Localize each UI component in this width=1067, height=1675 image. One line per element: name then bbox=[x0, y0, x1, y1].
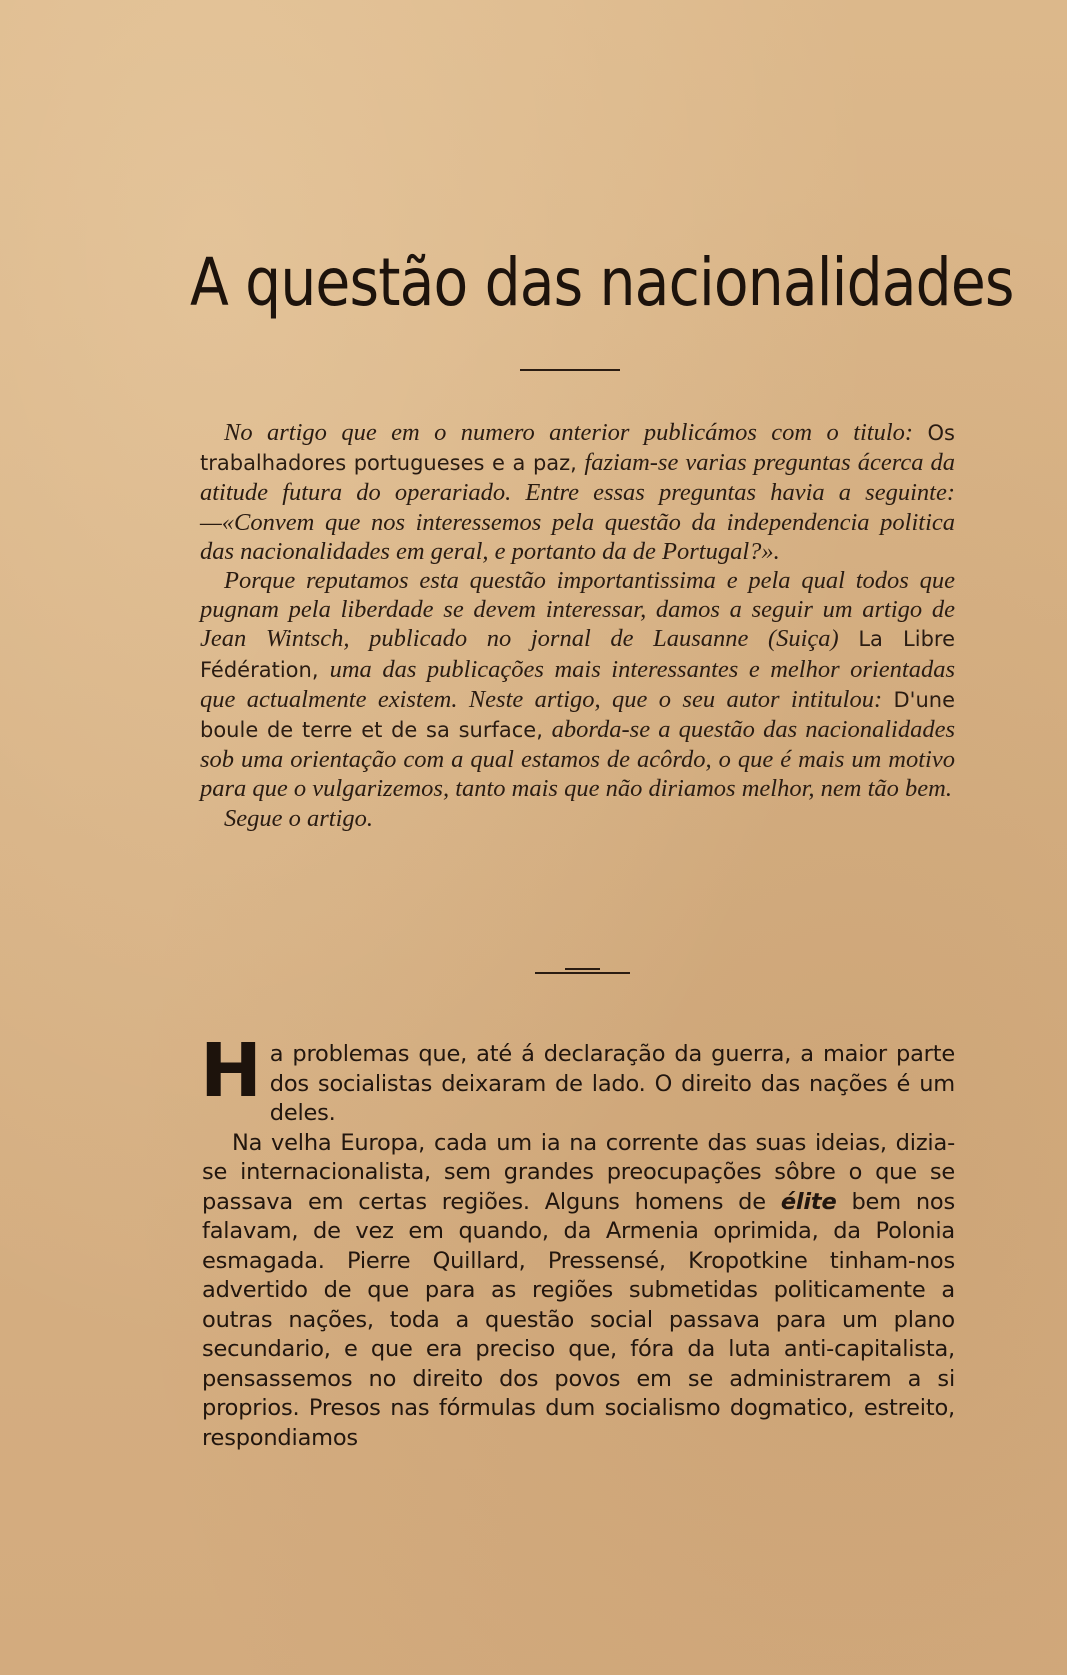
intro-paragraph-3 bbox=[200, 804, 955, 833]
intro-p3-text: Segue o artigo. bbox=[224, 804, 374, 832]
section-ornament bbox=[535, 968, 630, 978]
article-title: A questão das nacionalidades bbox=[190, 244, 1014, 321]
body-p2-text-b: bem nos falavam, de vez em quando, da Armenia oprimida, da Polonia esmagada. Pierre Quillard, Pressensé, Kropotkine tinham-nos advertido de que para as regiões submetidas politicamente a outras nações, toda a questão social passava para um plano secundario, e que era preciso que, fóra da luta anti-capitalista, pensassemos no direito dos povos em se administrarem a si proprios. Presos nas fórmulas dum socialismo dogmatico, estreito, respondiamos bbox=[202, 1188, 956, 1451]
body-paragraph-1 bbox=[200, 1028, 955, 1129]
intro-p2-seg-4: D'une boule de terre et de sa surface, bbox=[200, 687, 955, 743]
intro-p2-seg-1: (Suiça) bbox=[767, 625, 859, 653]
intro-paragraph-1 bbox=[200, 418, 955, 566]
intro-p1-seg-1: Os trabalhadores portugueses e a paz, bbox=[200, 421, 955, 476]
body-paragraph-2 bbox=[202, 1129, 955, 1454]
intro-p2-seg-2: La Libre Fédération, bbox=[200, 627, 956, 682]
editorial-introduction bbox=[200, 418, 955, 833]
title-divider bbox=[520, 369, 620, 371]
intro-p1-seg-2: faziam-se varias preguntas ácerca da atitude futura do operariado. Entre essas preguntas havia a seguinte: —«Convem que nos interessemos pela questão da independencia politica das nacionalidades em geral, e portanto da de Portugal?». bbox=[200, 449, 955, 565]
intro-p2-seg-5: aborda-se a questão das nacionalidades sob uma orientação com a qual estamos de acôrdo, o que é mais um motivo para que o vulgarizemos, tanto mais que não diriamos melhor, nem tão bem. bbox=[200, 716, 955, 803]
body-p1-text: a problemas que, até á declaração da guerra, a maior parte dos socialistas deixaram de lado. O direito das nações é um deles. bbox=[269, 1041, 955, 1126]
ornament-lower-line bbox=[535, 972, 630, 974]
body-p2-emphasis: élite bbox=[780, 1188, 837, 1215]
ornament-upper-line bbox=[565, 968, 600, 970]
intro-p2-seg-3: uma das publicações mais interessantes e melhor orientadas que actualmente existem. Neste artigo, que o seu autor intitulou: bbox=[200, 655, 955, 713]
article-body bbox=[200, 1028, 956, 1453]
drop-cap-letter: H bbox=[200, 1028, 262, 1114]
body-p2-text-a: Na velha Europa, cada um ia na corrente das suas ideias, dizia-se internacionalista, sem grandes preocupações sôbre o que se passava em certas regiões. Alguns homens de bbox=[202, 1129, 955, 1215]
intro-p1-seg-0: No artigo que em o numero anterior publicámos com o titulo: bbox=[224, 419, 928, 446]
intro-p2-seg-0: Porque reputamos esta questão importantissima e pela qual todos que pugnam pela liberdade se devem interessar, damos a seguir um artigo de Jean Wintsch, publicado no jornal de Lausanne bbox=[200, 567, 955, 653]
intro-paragraph-2 bbox=[200, 566, 955, 804]
